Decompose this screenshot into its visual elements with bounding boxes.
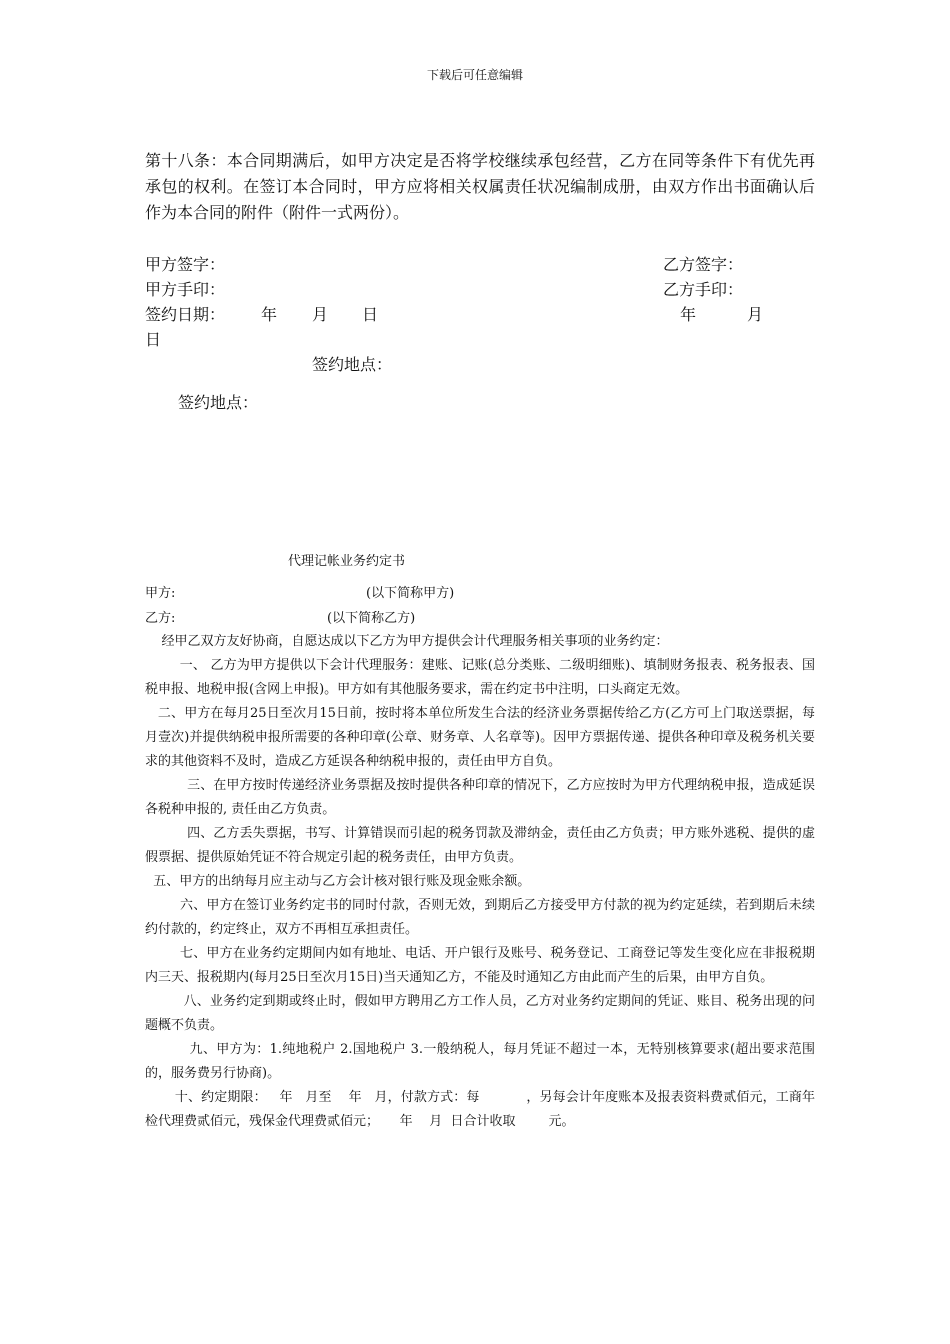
date-year: 年 <box>261 305 278 324</box>
party-b-label: 乙方: <box>145 611 176 626</box>
party-a-label: 甲方: <box>145 586 176 601</box>
page-header: 下载后可任意编辑 <box>426 68 523 82</box>
date-month-b: 月 <box>747 305 764 324</box>
clause-3: 三、在甲方按时传递经济业务票据及按时提供各种印章的情况下，乙方应按时为甲方代理纳税申报，造成延误各税种申报的, 责任由乙方负责。 <box>145 778 815 817</box>
party-b-seal-label: 乙方手印： <box>663 280 744 299</box>
party-b-signature-label: 乙方签字： <box>663 255 744 274</box>
sign-place-label-2: 签约地点： <box>178 393 259 412</box>
clause-5: 五、甲方的出纳每月应主动与乙方会计核对银行账及现金账余额。 <box>145 874 531 889</box>
clause-7: 七、甲方在业务约定期间内如有地址、电话、开户银行及账号、税务登记、工商登记等发生变化应在非报税期内三天、报税期内(每月25日至次月15日)当天通知乙方，不能及时通知乙方由此而产生的后果，由甲方自负。 <box>145 946 815 985</box>
party-b-note: (以下简称乙方) <box>327 611 416 626</box>
date-day-b: 日 <box>145 330 162 349</box>
article-18: 第十八条：本合同期满后，如甲方决定是否将学校继续承包经营，乙方在同等条件下有优先再承包的权利。在签订本合同时，甲方应将相关权属责任状况编制成册，由双方作出书面确认后作为本合同的附件（附件一式两份）。 <box>145 151 815 222</box>
clause-2: 二、甲方在每月25日至次月15日前，按时将本单位所发生合法的经济业务票据传给乙方(乙方可上门取送票据，每月壹次)并提供纳税申报所需要的各种印章(公章、财务章、人名章等)。因甲方票据传递、提供各种印章及税务机关要求的其他资料不及时，造成乙方延误各种纳税申报的，责任由甲方自负。 <box>145 706 815 769</box>
sign-date-label: 签约日期： <box>145 305 226 324</box>
clause-9: 九、甲方为：1.纯地税户 2.国地税户 3.一般纳税人，每月凭证不超过一本，无特别核算要求(超出要求范围的，服务费另行协商)。 <box>145 1042 815 1081</box>
date-day: 日 <box>362 305 379 324</box>
clause-10: 十、约定期限： 年 月至 年 月，付款方式：每 ，另每会计年度账本及报表资料费贰佰元，工商年检代理费贰佰元，残保金代理费贰佰元； 年 月 日合计收取 元。 <box>145 1090 815 1129</box>
clause-8: 八、业务约定到期或终止时，假如甲方聘用乙方工作人员，乙方对业务约定期间的凭证、账目、税务出现的问题概不负责。 <box>145 994 815 1033</box>
agreement-title: 代理记帐业务约定书 <box>288 554 406 569</box>
date-month: 月 <box>312 305 329 324</box>
clause-6: 六、甲方在签订业务约定书的同时付款，否则无效，到期后乙方接受甲方付款的视为约定延续，若到期后未续约付款的，约定终止，双方不再相互承担责任。 <box>145 898 815 937</box>
party-a-seal-label: 甲方手印： <box>145 280 226 299</box>
clause-4: 四、乙方丢失票据，书写、计算错误而引起的税务罚款及滞纳金，责任由乙方负责；甲方账外逃税、提供的虚假票据、提供原始凭证不符合规定引起的税务责任，由甲方负责。 <box>145 826 815 865</box>
agreement-body <box>145 630 815 1134</box>
sign-place-label: 签约地点： <box>312 355 393 374</box>
party-a-signature-label: 甲方签字： <box>145 255 226 274</box>
date-year-b: 年 <box>680 305 697 324</box>
party-a-note: (以下简称甲方) <box>366 586 455 601</box>
intro-paragraph: 经甲乙双方友好协商，自愿达成以下乙方为甲方提供会计代理服务相关事项的业务约定： <box>145 634 669 649</box>
clause-1: 一、 乙方为甲方提供以下会计代理服务：建账、记账(总分类账、二级明细账)、填制财务报表、税务报表、国税申报、地税申报(含网上申报)。甲方如有其他服务要求，需在约定书中注明，口头商定无效。 <box>145 658 816 697</box>
